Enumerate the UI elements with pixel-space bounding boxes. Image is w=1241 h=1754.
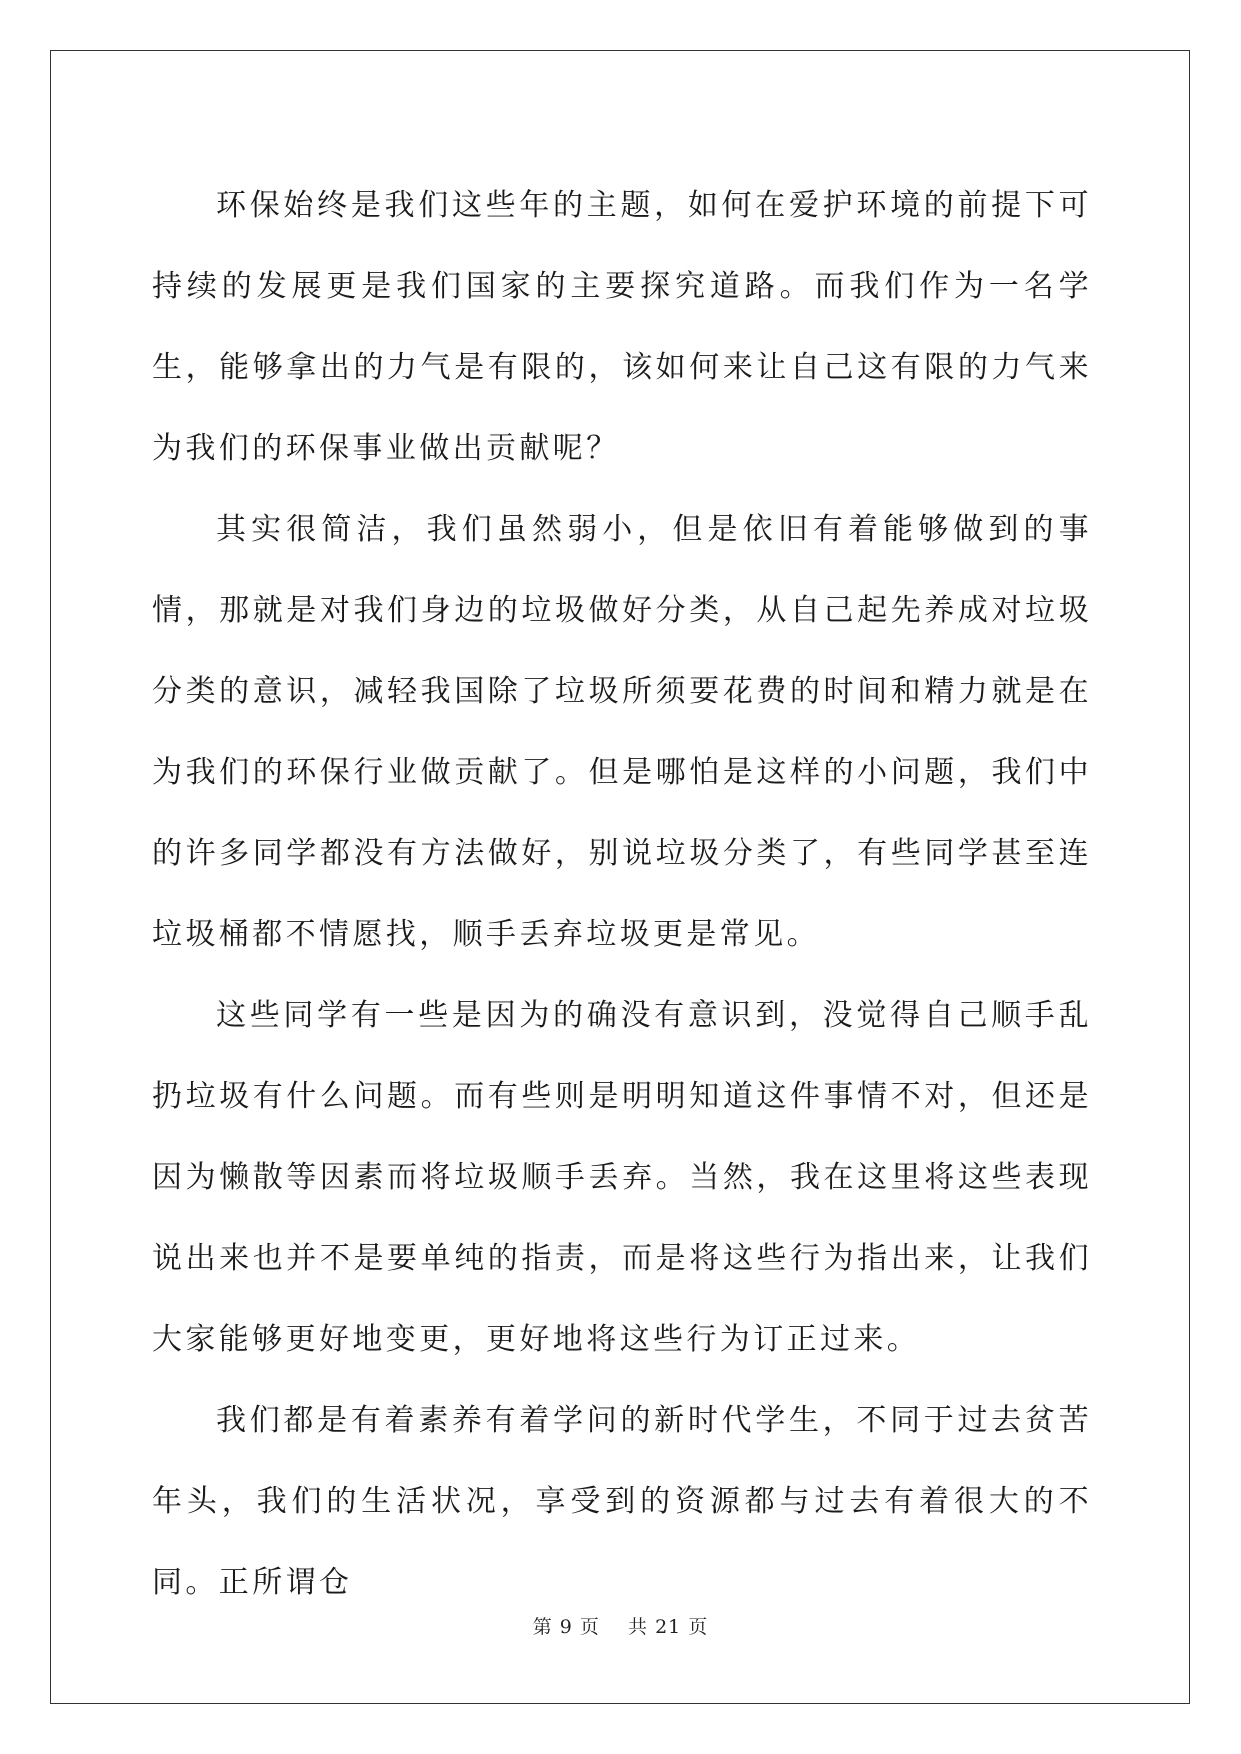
- paragraph-4: 我们都是有着素养有着学问的新时代学生，不同于过去贫苦年头，我们的生活状况，享受到的资源都与过去有着很大的不同。正所谓仓: [152, 1403, 1092, 1600]
- paragraph-3: 这些同学有一些是因为的确没有意识到，没觉得自己顺手乱扔垃圾有什么问题。而有些则是明明知道这件事情不对，但还是因为懒散等因素而将垃圾顺手丢弃。当然，我在这里将这些表现说出来也并不是要单纯的指责，而是将这些行为指出来，让我们大家能够更好地变更，更好地将这些行为订正过来。: [152, 998, 1092, 1357]
- page-number: 第 9 页: [532, 1616, 600, 1638]
- footer-spacer: [600, 1616, 628, 1638]
- paragraph-2: 其实很简洁，我们虽然弱小，但是依旧有着能够做到的事情，那就是对我们身边的垃圾做好分类，从自己起先养成对垃圾分类的意识，减轻我国除了垃圾所须要花费的时间和精力就是在为我们的环保行业做贡献了。但是哪怕是这样的小问题，我们中的许多同学都没有方法做好，别说垃圾分类了，有些同学甚至连垃圾桶都不情愿找，顺手丢弃垃圾更是常见。: [152, 512, 1092, 952]
- document-body: [152, 165, 1092, 1623]
- page-footer: [0, 1612, 1241, 1639]
- paragraph-1: 环保始终是我们这些年的主题，如何在爱护环境的前提下可持续的发展更是我们国家的主要探究道路。而我们作为一名学生，能够拿出的力气是有限的，该如何来让自己这有限的力气来为我们的环保事业做出贡献呢？: [152, 188, 1092, 466]
- page-total: 共 21 页: [628, 1616, 709, 1638]
